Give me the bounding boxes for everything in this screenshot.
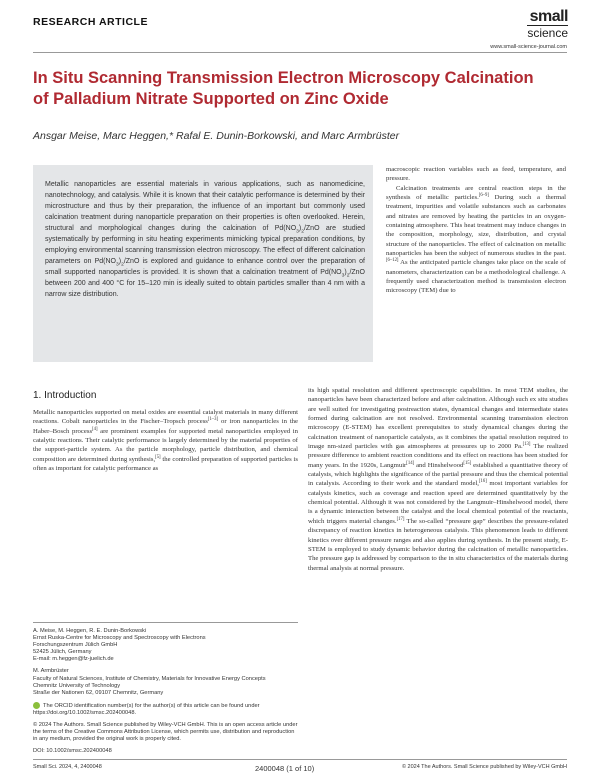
paragraph-estem: its high spatial resolution and different spectroscopic capabilities. In most TEM studies, the nanoparticles have been characterized before and after calcination. Although such ex situ studies are well suited for investigating postreaction states, dynamical changes and intermediate states formed during calcination are not resolved. Environmental scanning transmission electron microscopy (E-STEM) has excellent prerequisites to study dynamical changes during the calcination treatment of nanoparticle catalysts, as it combines the spatial resolution required to image nm-sized particles with gas atmospheres at pressures up to 2000 Pa.[13] The realized pressure difference to ambient reaction conditions and its effect on reactions has been studied for many years. In the 1920s, Langmuir[14] and Hinshelwood[15] established a quantitative theory of catalysis, which highlights the significance of the partial pressure and thus the chemical potential in catalysis. According to their work and the standard model,[16] most important variables for catalysis kinetics, such as coverage and reaction speed are determined quantitatively by the chemical potential. Although it was not considered by the Langmuir–Hinshelwood model, there is a dynamic interaction between the catalyst and the local chemical potential of the reactants, which triggers material changes.[17] The so-called “pressure gap” describes the pressure-related discrepancy of reaction kinetics in heterogeneous catalysis. This phenomenon leads to different kinetics over different pressure ranges and also applies during synthesis. In the present study, E-STEM is employed to study dynamic behavior during the calcination of metallic nanoparticles. The pressure gap is addressed by comparison to the in situ characteristics of the materials during thermal analysis at normal pressure. [308, 387, 569, 572]
affiliation-address-2: Straße der Nationen 62, 09107 Chemnitz, Germany [33, 689, 164, 696]
footer-divider [33, 759, 567, 760]
header-divider [33, 52, 567, 53]
abstract-text: Metallic nanoparticles are essential materials in various applications, such as nanomedicine, nanotechnology, and catalysis. While it is known that their catalytic performance is determined by their microstructure and thus by their preparation, the influence of an important but commonly used calcination treatment during nanoparticle preparation on their properties is often overlooked. Herein, structural and morphological changes during the calcination of $Pd(NO_3)_2$/ZnO are studied systematically by performing in situ heating experiments mimicking typical preparation conditions, by employing environmental scanning transmission electron microscopy. The effect of different calcination parameters on $Pd(NO_3)_2$/ZnO is explored and guidance to enhance control over the preparation of small supported nanoparticles is provided. It is shown that a calcination treatment of $Pd(NO_3)_2$/ZnO between 200 and 400 °C for 15–120 min is ideally suited to obtain particles smaller than 4 nm with a narrow size distribution. [45, 181, 365, 299]
article-title: In Situ Scanning Transmission Electron Microscopy Calcination of Palladium Nitrate Supported on Zinc Oxide [33, 69, 534, 108]
intro-paragraph: Metallic nanoparticles supported on metal oxides are essential catalyst materials in many different reactions. Cobalt nanoparticles in the Fischer–Tropsch process[1–3] or iron nanoparticles in the Haber–Bosch process[4] are prominent examples for supported metal nanoparticles employed in catalytic reactions. Their catalytic performance is largely determined by the material properties of the support-particle system. As the particle morphology, particle distribution, and chemical composition are determined during synthesis,[5] the controlled preparation of supported particles is often as important for catalytic performance as [33, 409, 298, 473]
footer-page-number: 2400048 (1 of 10) [255, 764, 315, 773]
right-column-bottom [308, 386, 568, 573]
author-list: Ansgar Meise, Marc Heggen,* Rafal E. Dunin-Borkowski, and Marc Armbrüster [33, 130, 400, 142]
right-column-top [386, 165, 566, 296]
corresponding-email[interactable]: E-mail: m.heggen@fz-juelich.de [33, 656, 114, 663]
paragraph-calcination: Calcination treatments are central reaction steps in the synthesis of metallic particles.[6–9] During such a thermal treatment, impurities and volatile substances such as carbonates and nitrates are removed by heating the particles in an oxygen-containing atmosphere. This heat treatment may induce changes in the composition, morphology, size, distribution, and crystal structure of the nanoparticles. The effect of calcination on metallic nanoparticles has been the subject of numerous studies in the past.[6–12] As the anticipated particle changes take place on the scale of nanometers, characterization can be a methodological challenge. A frequently used characterization method is transmission electron microscopy (TEM) due to [386, 184, 566, 295]
affiliation-org: Ernst Ruska-Centre for Microscopy and Spectroscopy with Electrons [33, 635, 206, 642]
section-heading-introduction: 1. Introduction [33, 390, 97, 401]
affiliation-divider [33, 622, 298, 623]
journal-url[interactable]: www.small-science-journal.com [490, 44, 567, 50]
affiliation-org2-2: Chemnitz University of Technology [33, 682, 121, 689]
footer-copyright: © 2024 The Authors. Small Science published by Wiley-VCH GmbH [401, 764, 567, 770]
article-type-label: RESEARCH ARTICLE [33, 16, 148, 28]
affiliation-names: A. Meise, M. Heggen, R. E. Dunin-Borkowski [33, 628, 147, 634]
affiliation-org-2: Faculty of Natural Sciences, Institute of Chemistry, Materials for Innovative Energy Concepts [33, 675, 266, 682]
license-note: © 2024 The Authors. Small Science published by Wiley-VCH GmbH. This is an open access article under the terms of the Creative Commons Attribution License, which permits use, distribution and reproduction in any medium, provided the original work is properly cited. [33, 722, 298, 743]
journal-logo [520, 9, 568, 41]
journal-logo-line2: science [527, 26, 568, 40]
paragraph-continuation: macroscopic reaction variables such as feed, temperature, and pressure. [386, 166, 566, 183]
doi-link[interactable]: DOI: 10.1002/smsc.202400048 [33, 748, 112, 755]
orcid-note[interactable]: The ORCID identification number(s) for the author(s) of this article can be found under https://doi.org/10.1002/smsc.202400048. [33, 702, 260, 716]
affiliation-org2: Forschungszentrum Jülich GmbH [33, 642, 118, 649]
affiliation-name-2: M. Armbrüster [33, 668, 69, 675]
abstract-box [33, 165, 373, 362]
affiliations-block [33, 628, 298, 755]
journal-logo-line1: small [529, 8, 568, 25]
orcid-icon [33, 702, 40, 709]
footer-citation: Small Sci. 2024, 4, 2400048 [33, 764, 102, 770]
affiliation-address: 52425 Jülich, Germany [33, 649, 92, 656]
